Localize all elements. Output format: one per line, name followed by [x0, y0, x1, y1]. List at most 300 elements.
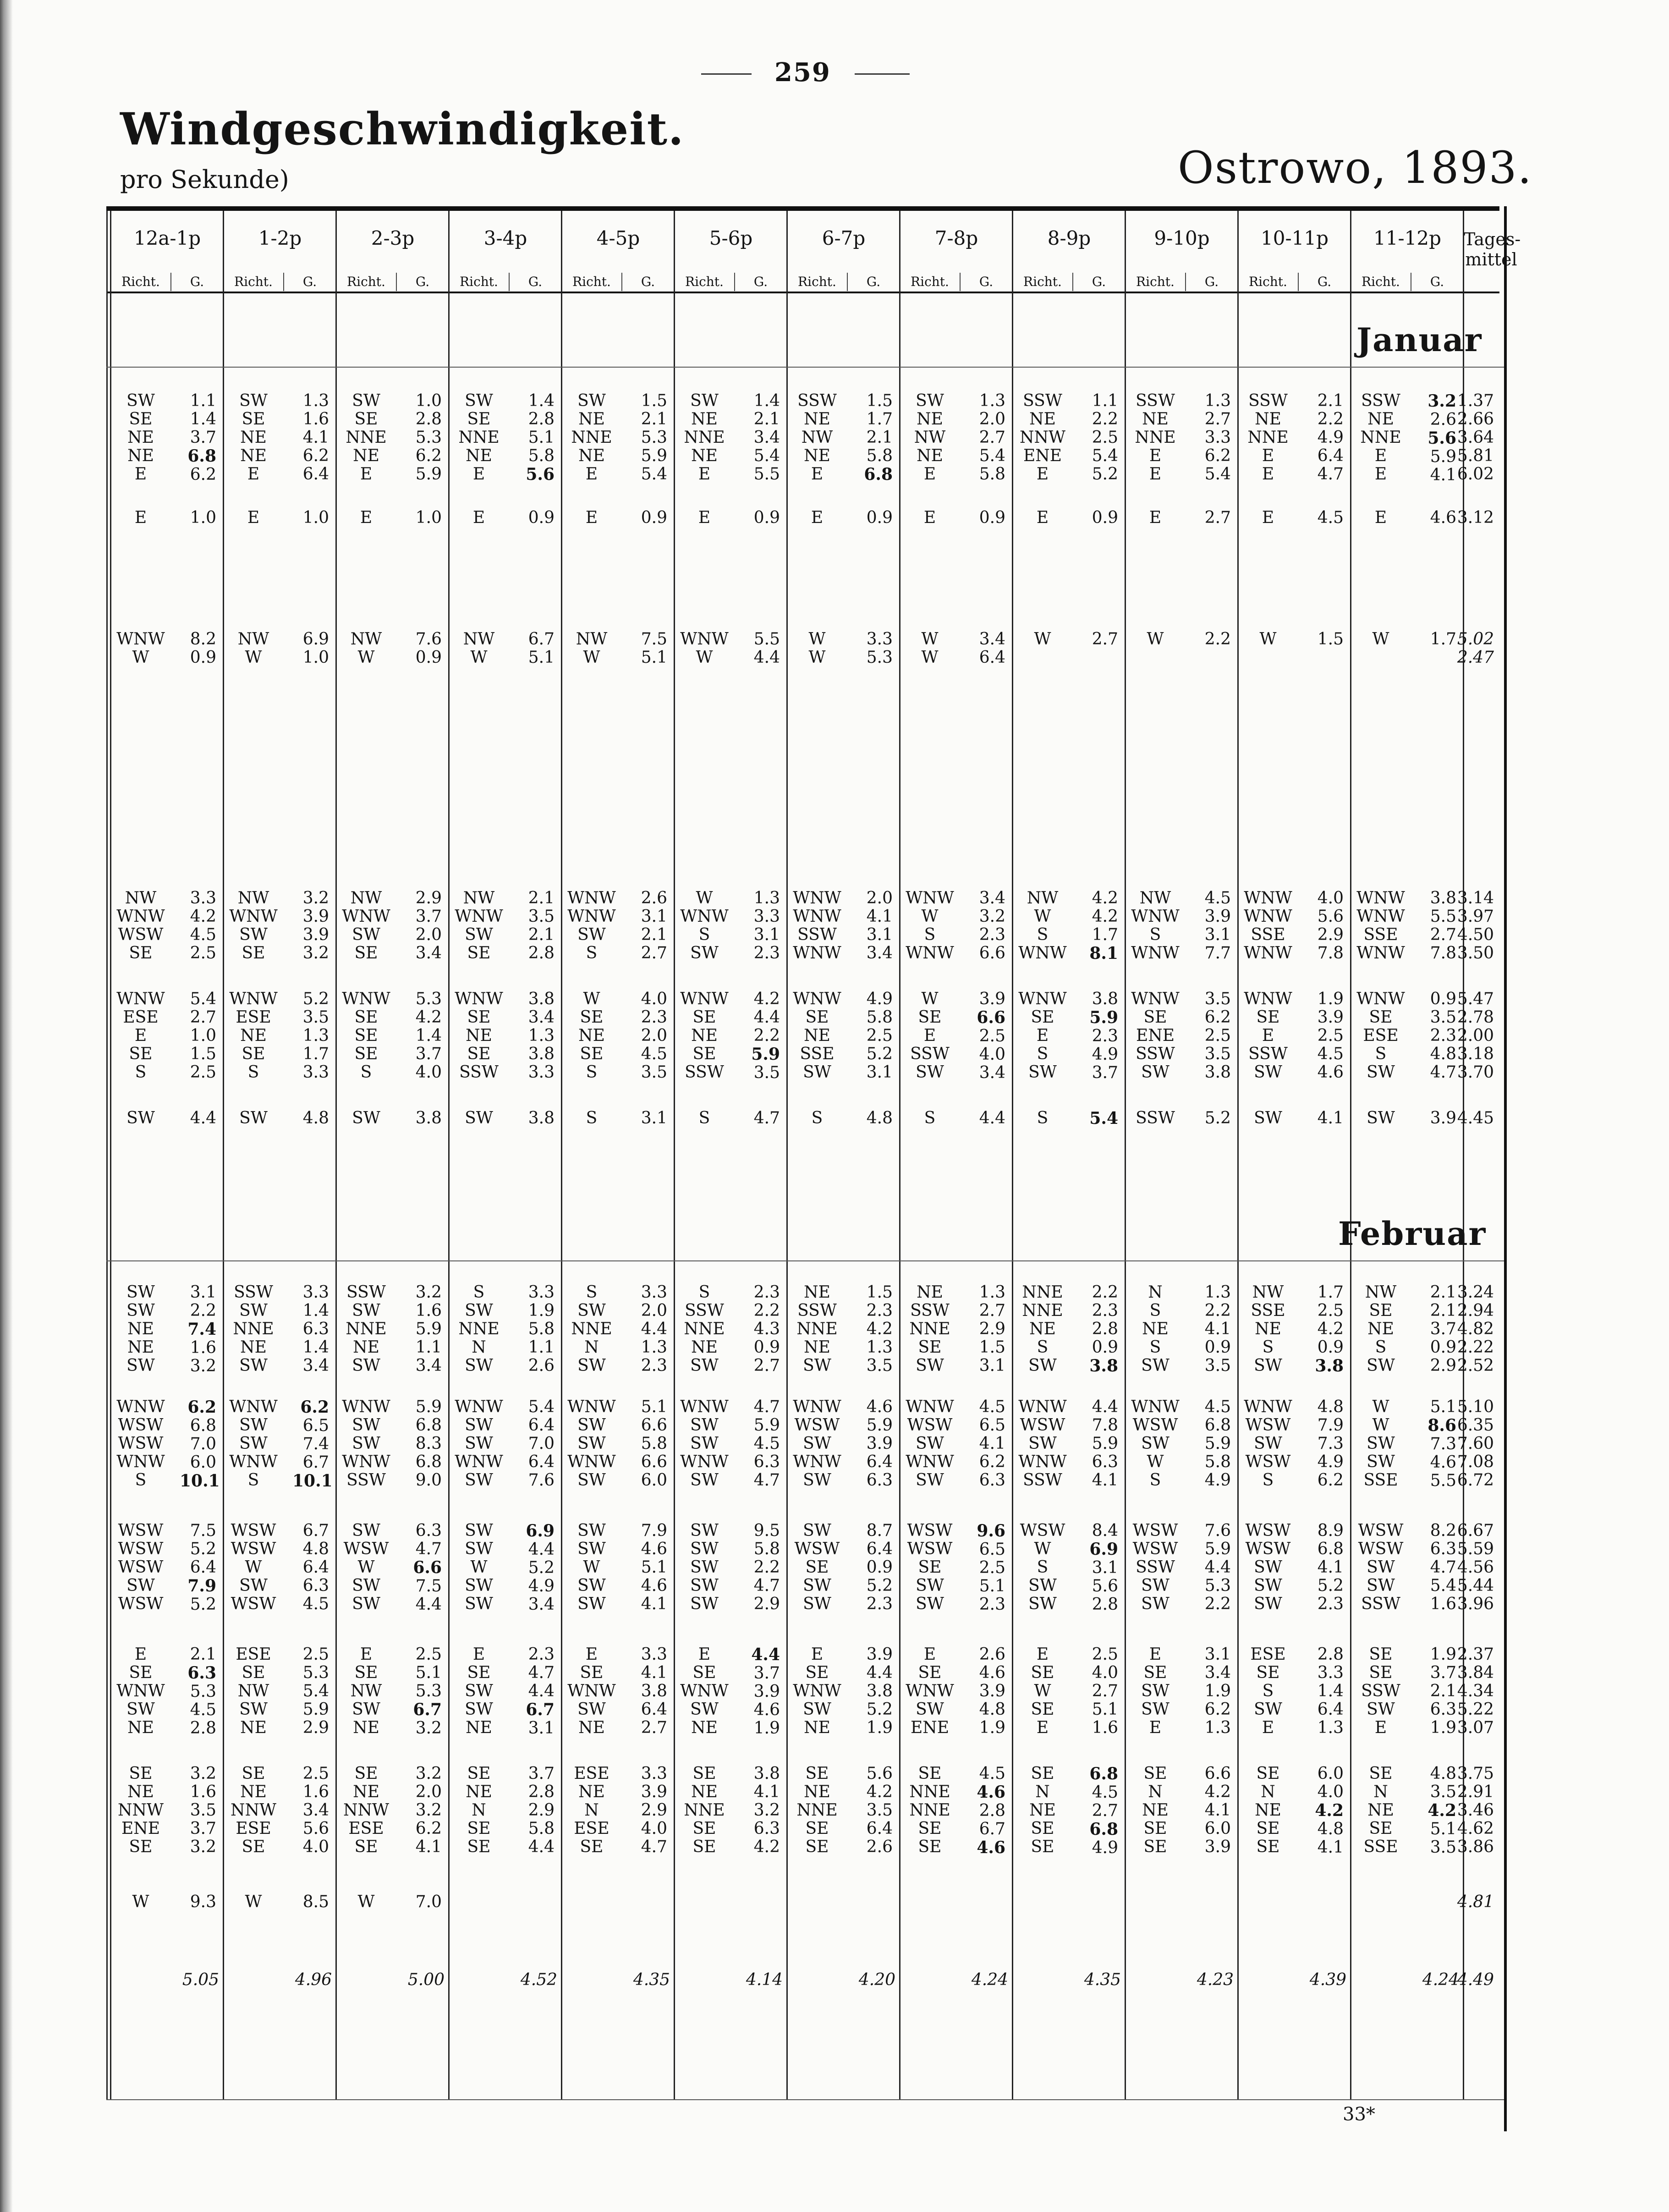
speed-value: 5.4 [753, 446, 780, 465]
speed-value: 5.9 [751, 1045, 780, 1064]
wind-direction-cell: E [1262, 508, 1274, 527]
wind-direction-cell: SW [126, 1109, 155, 1128]
speed-value: 3.2 [302, 944, 329, 963]
speed-value: 2.2 [1092, 1283, 1118, 1302]
speed-value: 3.8 [1089, 1356, 1118, 1376]
speed-value: 2.5 [979, 1027, 1005, 1045]
speed-value: 4.1 [641, 1663, 667, 1682]
speed-value: 6.9 [526, 1521, 555, 1541]
wind-speed-cell [1082, 1283, 1118, 1376]
wind-speed-cell [631, 392, 667, 484]
speed-value: 1.6 [302, 410, 329, 429]
speed-value: 4.7 [641, 1838, 667, 1856]
speed-value: 4.6 [979, 1663, 1005, 1682]
speed-value: 0.9 [190, 648, 216, 667]
speed-value: 3.5 [1204, 1045, 1231, 1063]
wind-speed-cell [856, 1765, 893, 1856]
wind-direction-cell: S SW NNE N SW [571, 1283, 612, 1375]
speed-value: 7.8 [1092, 1416, 1118, 1435]
speed-value: 4.5 [190, 1700, 216, 1719]
sub-header-speed: G. [302, 274, 317, 289]
column-mean-cell: 4.35 [633, 1970, 670, 1989]
wind-direction-cell: NW WNW SW SE [455, 889, 503, 963]
wind-speed-cell [1307, 392, 1344, 484]
speed-value: 6.4 [528, 1416, 555, 1435]
wind-speed-cell [292, 1398, 333, 1491]
speed-value: 5.6 [526, 465, 555, 484]
speed-value: 3.4 [528, 1595, 555, 1614]
speed-value: 3.5 [866, 1801, 893, 1820]
wind-direction-cell: E SE SW SW E [1141, 1645, 1169, 1737]
speed-value: 3.7 [753, 1664, 780, 1683]
speed-value: 2.1 [1430, 1283, 1456, 1302]
wind-speed-cell [1082, 1109, 1118, 1128]
speed-value: 5.9 [415, 465, 442, 484]
wind-direction-cell: S [924, 1109, 936, 1128]
speed-value: 3.8 [866, 1682, 893, 1700]
wind-speed-cell [631, 1645, 667, 1737]
speed-value: 8.5 [302, 1893, 329, 1911]
speed-value: 4.5 [190, 925, 216, 944]
wind-speed-cell [631, 990, 667, 1082]
sub-header-direction: Richt. [685, 274, 724, 289]
speed-value: 3.4 [302, 1801, 329, 1820]
speed-value: 5.3 [415, 428, 442, 447]
wind-direction-cell: W [132, 1893, 149, 1911]
speed-value: 3.1 [866, 1063, 893, 1082]
speed-value: 6.8 [1317, 1540, 1344, 1558]
speed-value: 3.3 [1204, 428, 1231, 447]
speed-value: 1.1 [415, 1338, 442, 1357]
speed-value: 0.9 [866, 1558, 893, 1577]
wind-speed-cell [1307, 1283, 1344, 1376]
speed-value: 5.9 [1430, 447, 1456, 466]
wind-speed-cell [292, 889, 329, 963]
wind-speed-cell [631, 1398, 667, 1490]
wind-speed-cell [1194, 1765, 1231, 1856]
speed-value: 1.7 [302, 1045, 329, 1063]
speed-value: 6.8 [187, 446, 216, 466]
speed-value: 5.6 [1092, 1577, 1118, 1596]
speed-value: 2.0 [641, 1301, 667, 1320]
speed-value: 9.3 [190, 1893, 216, 1911]
speed-value: 4.2 [866, 1783, 893, 1801]
speed-value: 3.4 [979, 630, 1005, 649]
speed-value: 6.2 [187, 1398, 216, 1417]
speed-value: 4.7 [753, 1576, 780, 1595]
wind-speed-cell [1194, 1398, 1231, 1490]
speed-value: 5.4 [1204, 465, 1231, 484]
speed-value: 5.3 [302, 1663, 329, 1682]
wind-direction-cell: WNW WNW SW S [567, 889, 616, 963]
speed-value: 7.3 [1430, 1435, 1456, 1453]
wind-direction-cell: WNW W S WNW [906, 889, 954, 963]
speed-value: 2.9 [1430, 1356, 1456, 1375]
speed-value: 4.8 [1317, 1398, 1344, 1416]
speed-value: 3.5 [866, 1356, 893, 1375]
speed-value: 4.2 [1427, 1801, 1456, 1820]
speed-value: 3.4 [979, 889, 1005, 908]
speed-value: 6.6 [1204, 1764, 1231, 1783]
speed-value: 6.3 [866, 1471, 893, 1490]
interval-header: 10-11p [1261, 227, 1329, 249]
interval-header: 8-9p [1047, 227, 1091, 249]
speed-value: 3.7 [190, 428, 216, 447]
wind-direction-cell: E [1149, 508, 1162, 527]
speed-value: 6.3 [979, 1471, 1005, 1490]
speed-value: 6.7 [413, 1700, 442, 1719]
speed-value: 2.1 [866, 428, 893, 447]
speed-value: 5.2 [1204, 1109, 1231, 1128]
speed-value: 2.7 [641, 1718, 667, 1737]
speed-value: 2.7 [641, 944, 667, 963]
speed-value: 7.3 [1317, 1434, 1344, 1453]
speed-value: 3.3 [528, 1063, 555, 1082]
wind-speed-cell [969, 392, 1005, 484]
speed-value: 3.8 [753, 1764, 780, 1783]
speed-value: 4.6 [1430, 1453, 1456, 1472]
speed-value: 6.5 [302, 1416, 329, 1435]
speed-value: 5.1 [641, 648, 667, 667]
speed-value: 1.5 [190, 1045, 216, 1063]
speed-value: 5.8 [866, 1008, 893, 1027]
wind-direction-cell: WNW WNW SSW WNW [793, 889, 841, 963]
wind-speed-cell [631, 1765, 667, 1856]
speed-value: 4.6 [866, 1398, 893, 1416]
speed-value: 1.9 [866, 1718, 893, 1737]
speed-value: 8.3 [415, 1434, 442, 1453]
wind-direction-cell: E [247, 508, 260, 527]
wind-direction-cell: WNW WSW WSW WNW S [116, 1398, 165, 1490]
speed-value: 3.2 [415, 1764, 442, 1783]
speed-value: 7.0 [528, 1434, 555, 1453]
speed-value: 4.1 [1204, 1320, 1231, 1338]
wind-direction-cell: W [357, 1893, 375, 1911]
speed-value: 4.6 [641, 1576, 667, 1595]
wind-direction-cell: NW WNW WSW SE [116, 889, 165, 963]
speed-value: 2.6 [979, 1645, 1005, 1664]
speed-value: 0.9 [753, 508, 780, 527]
speed-value: 6.3 [415, 1521, 442, 1540]
sub-header-direction: Richt. [121, 274, 160, 289]
wind-direction-cell: SW SE NNE NE E [458, 391, 500, 484]
speed-value: 2.5 [302, 1764, 329, 1783]
wind-speed-cell [969, 1109, 1005, 1128]
sub-header-speed: G. [641, 274, 655, 289]
speed-value: 4.1 [1092, 1471, 1118, 1490]
speed-value: 5.6 [1317, 907, 1344, 926]
speed-value: 1.4 [415, 1026, 442, 1045]
speed-value: 3.1 [641, 907, 667, 926]
speed-value: 3.9 [1204, 907, 1231, 926]
speed-value: 3.5 [1204, 1356, 1231, 1375]
speed-value: 6.2 [300, 1398, 329, 1417]
wind-direction-cell: E [360, 508, 373, 527]
wind-speed-cell [1194, 990, 1231, 1082]
wind-speed-cell [1307, 509, 1344, 527]
speed-value: 3.2 [415, 1719, 442, 1738]
speed-value: 3.1 [1204, 925, 1231, 944]
speed-value: 2.9 [753, 1595, 780, 1613]
speed-value: 5.5 [1430, 1471, 1456, 1490]
table-top-rule [106, 206, 1499, 211]
speed-value: 1.9 [1430, 1645, 1456, 1664]
sheet-signature: 33* [1343, 2104, 1375, 2125]
speed-value: 5.5 [753, 630, 780, 649]
wind-direction-cell: SW SW W SW SW [465, 1521, 493, 1613]
speed-value: 5.8 [528, 446, 555, 465]
speed-value: 6.5 [979, 1540, 1005, 1559]
speed-value: 6.7 [979, 1820, 1005, 1838]
speed-value: 4.7 [528, 1663, 555, 1682]
speed-value: 2.9 [302, 1718, 329, 1737]
wind-direction-cell: WNW ESE E SE S [116, 990, 165, 1082]
wind-direction-cell: WSW WSW SW SW SSW [1358, 1521, 1404, 1613]
wind-direction-cell: E SE WNW SW ENE [906, 1645, 954, 1737]
speed-value: 2.3 [979, 1595, 1005, 1614]
wind-direction-cell: E [923, 508, 936, 527]
speed-value: 1.5 [979, 1338, 1005, 1357]
speed-value: 5.2 [1317, 1576, 1344, 1595]
wind-direction-cell: WNW W [680, 630, 729, 667]
speed-value: 2.3 [866, 1595, 893, 1613]
sub-header-direction: Richt. [460, 274, 498, 289]
wind-direction-cell: S [1037, 1109, 1049, 1128]
wind-speed-cell [743, 1645, 780, 1738]
interval-header: 2-3p [371, 227, 415, 249]
speed-value: 4.5 [1317, 508, 1344, 527]
speed-value: 3.4 [528, 1008, 555, 1027]
daily-mean-cell: 1.37 2.66 3.64 5.81 6.02 [1457, 391, 1494, 484]
table-right-rule [1504, 206, 1507, 2131]
wind-direction-cell: SE N NE SE SSE [1363, 1764, 1398, 1856]
speed-value: 4.9 [1317, 1453, 1344, 1471]
speed-value: 5.9 [302, 1700, 329, 1719]
speed-value: 5.8 [641, 1434, 667, 1453]
wind-direction-cell: SW SW NE NE SW [126, 1283, 155, 1375]
column-mean-cell: 5.05 [182, 1970, 219, 1989]
speed-value: 0.9 [528, 508, 555, 527]
speed-value: 4.7 [753, 1398, 780, 1416]
speed-value: 3.8 [1092, 990, 1118, 1008]
speed-value: 3.1 [866, 925, 893, 944]
wind-direction-cell: NW SE NE S SW [1365, 1283, 1397, 1375]
speed-value: 1.6 [1430, 1595, 1456, 1613]
wind-speed-cell [180, 392, 216, 484]
wind-speed-cell [1307, 1109, 1344, 1128]
speed-value: 6.4 [190, 1558, 216, 1577]
speed-value: 5.2 [190, 1595, 216, 1614]
sub-header-speed: G. [1430, 274, 1444, 289]
wind-direction-cell: S SSW NNE NE SW [684, 1283, 725, 1375]
wind-direction-cell: SW WSW SE SW SW [794, 1521, 840, 1613]
wind-speed-cell [1082, 990, 1118, 1082]
column-mean-cell: 4.52 [520, 1970, 557, 1989]
speed-value: 6.4 [302, 1558, 329, 1577]
speed-value: 2.3 [1430, 1026, 1456, 1045]
speed-value: 5.8 [753, 1540, 780, 1558]
speed-value: 3.3 [641, 1645, 667, 1664]
wind-direction-cell: WNW SW SW WNW SW [567, 1398, 616, 1490]
speed-value: 3.2 [1427, 391, 1456, 411]
wind-direction-cell: WNW WSW SW W S [1131, 1398, 1180, 1490]
speed-value: 4.8 [1317, 1820, 1344, 1838]
wind-direction-cell: SSW [1136, 1109, 1175, 1128]
speed-value: 3.8 [528, 1045, 555, 1063]
speed-value: 2.2 [1092, 410, 1118, 429]
speed-value: 0.9 [1430, 1338, 1456, 1357]
speed-value: 5.3 [415, 990, 442, 1008]
interval-header: 3-4p [483, 227, 527, 249]
speed-value: 3.1 [753, 925, 780, 944]
speed-value: 2.3 [753, 1283, 780, 1302]
wind-speed-cell [969, 630, 1005, 667]
speed-value: 3.2 [415, 1283, 442, 1302]
station-year: Ostrowo, 1893. [1178, 142, 1533, 193]
speed-value: 3.5 [1430, 1783, 1456, 1801]
wind-speed-cell [1307, 1398, 1344, 1490]
wind-speed-cell [1307, 1765, 1344, 1857]
wind-direction-cell: NW WNW SW SE [229, 889, 278, 963]
wind-speed-cell [405, 990, 442, 1082]
wind-direction-cell: NW WNW SW SE [342, 889, 390, 963]
speed-value: 5.9 [1204, 1434, 1231, 1453]
wind-direction-cell: WNW SE E S SW [1018, 990, 1067, 1082]
sub-header-separator [396, 273, 397, 291]
speed-value: 1.6 [1092, 1718, 1118, 1737]
speed-value: 3.8 [1430, 889, 1456, 908]
speed-value: 3.7 [415, 907, 442, 926]
speed-value: 10.1 [292, 1471, 333, 1491]
wind-speed-cell [1082, 630, 1118, 649]
header-bottom-rule [106, 292, 1499, 293]
speed-value: 2.7 [1092, 630, 1118, 649]
speed-value: 5.4 [302, 1682, 329, 1700]
wind-speed-cell [743, 1109, 780, 1128]
header-dash-right [855, 73, 910, 75]
wind-speed-cell [856, 889, 893, 963]
month-title: Januar [1356, 321, 1482, 359]
speed-value: 2.0 [415, 1783, 442, 1801]
wind-speed-cell [856, 1109, 893, 1128]
speed-value: 5.2 [190, 1540, 216, 1558]
speed-value: 2.3 [641, 1356, 667, 1375]
speed-value: 2.2 [1204, 1301, 1231, 1320]
speed-value: 9.6 [977, 1521, 1005, 1541]
speed-value: 4.5 [1092, 1783, 1118, 1802]
speed-value: 9.0 [415, 1471, 442, 1490]
speed-value: 3.1 [979, 1356, 1005, 1375]
speed-value: 4.4 [979, 1109, 1005, 1128]
wind-speed-cell [180, 990, 216, 1082]
wind-speed-cell [292, 1645, 329, 1737]
wind-direction-cell: SE NNE NNE SE SE [909, 1764, 950, 1856]
wind-direction-cell: WNW WNW SSE WNW [1356, 889, 1405, 963]
speed-value: 0.9 [1204, 1338, 1231, 1357]
sub-header-speed: G. [979, 274, 994, 289]
wind-direction-cell: E [811, 508, 824, 527]
speed-value: 6.4 [866, 1819, 893, 1838]
wind-direction-cell: SW NE NW NE E [914, 391, 946, 484]
speed-value: 5.4 [190, 990, 216, 1008]
speed-value: 2.5 [1092, 428, 1118, 447]
speed-value: 3.4 [753, 428, 780, 447]
daily-mean-header: Tages- mittel [1464, 229, 1521, 270]
speed-value: 4.2 [190, 907, 216, 926]
sub-header-separator [1298, 273, 1299, 291]
speed-value: 3.7 [1430, 1320, 1456, 1338]
speed-value: 1.1 [1092, 391, 1118, 410]
speed-value: 1.3 [979, 1283, 1005, 1302]
sub-header-separator [1072, 273, 1073, 291]
speed-value: 4.0 [1092, 1663, 1118, 1682]
speed-value: 6.8 [415, 1453, 442, 1471]
wind-speed-cell [405, 1109, 442, 1128]
wind-direction-cell: W W SW SW SSE [1363, 1398, 1398, 1490]
speed-value: 4.0 [979, 1045, 1005, 1064]
wind-direction-cell: WNW SE E SSW SW [1244, 990, 1292, 1082]
speed-value: 4.9 [1317, 428, 1344, 447]
wind-direction-cell: W W [921, 630, 939, 667]
speed-value: 4.3 [753, 1320, 780, 1338]
speed-value: 3.3 [302, 1063, 329, 1082]
speed-value: 5.3 [415, 1682, 442, 1700]
speed-value: 2.3 [641, 1008, 667, 1027]
wind-direction-cell: ESE NE N ESE SE [574, 1764, 609, 1856]
speed-value: 3.4 [302, 1356, 329, 1375]
wind-direction-cell: SSW NE NNE E E [1135, 391, 1176, 484]
speed-value: 7.8 [1430, 944, 1456, 963]
speed-value: 2.8 [1092, 1595, 1118, 1614]
speed-value: 1.3 [302, 391, 329, 410]
speed-value: 5.8 [866, 446, 893, 465]
interval-header: 12a-1p [133, 227, 201, 249]
speed-value: 5.6 [1427, 429, 1456, 448]
speed-value: 2.7 [979, 428, 1005, 447]
speed-value: 1.4 [302, 1338, 329, 1357]
speed-value: 1.3 [1204, 391, 1231, 410]
speed-value: 3.7 [190, 1819, 216, 1838]
speed-value: 3.5 [302, 1008, 329, 1027]
speed-value: 6.8 [1204, 1416, 1231, 1435]
wind-speed-cell [405, 1398, 442, 1490]
wind-speed-cell [180, 1398, 220, 1491]
speed-value: 2.6 [528, 1356, 555, 1375]
wind-direction-cell: SW NE NNE NE E [571, 391, 612, 484]
sub-header-separator [509, 273, 510, 291]
column-divider [1350, 211, 1351, 2099]
speed-value: 4.2 [1092, 889, 1118, 908]
speed-value: 4.4 [528, 1838, 555, 1856]
wind-speed-cell [631, 1109, 667, 1128]
speed-value: 2.9 [415, 889, 442, 908]
speed-value: 5.3 [866, 648, 893, 667]
speed-value: 1.5 [1317, 630, 1344, 649]
speed-value: 1.9 [979, 1718, 1005, 1737]
speed-value: 6.7 [526, 1700, 555, 1719]
wind-speed-cell [180, 1522, 216, 1614]
sub-header-direction: Richt. [1023, 274, 1062, 289]
wind-direction-cell: W [1034, 630, 1051, 649]
page-title: Windgeschwindigkeit. [120, 103, 685, 155]
daily-mean-cell: 3.75 2.91 3.46 4.62 3.86 [1457, 1764, 1494, 1856]
speed-value: 4.6 [753, 1700, 780, 1719]
sub-header-speed: G. [866, 274, 881, 289]
speed-value: 4.1 [1317, 1109, 1344, 1128]
speed-value: 2.8 [528, 1783, 555, 1801]
speed-value: 3.2 [190, 1764, 216, 1783]
speed-value: 3.9 [1204, 1838, 1231, 1856]
